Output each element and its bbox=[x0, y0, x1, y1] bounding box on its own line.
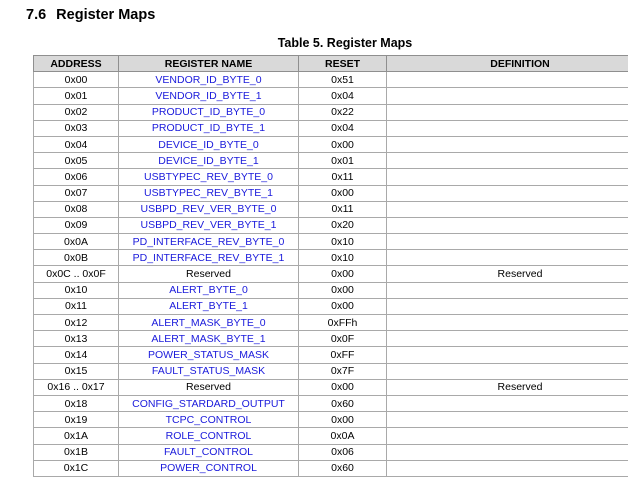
table-header-row bbox=[34, 56, 628, 72]
table-body bbox=[34, 72, 628, 477]
table-row bbox=[34, 347, 628, 363]
register-name-link[interactable]: ALERT_BYTE_1 bbox=[119, 298, 299, 314]
register-map-table-container bbox=[33, 55, 628, 477]
definition-cell bbox=[387, 412, 628, 428]
register-name-link[interactable]: POWER_STATUS_MASK bbox=[119, 347, 299, 363]
register-name-link[interactable]: ROLE_CONTROL bbox=[119, 428, 299, 444]
register-name-link[interactable]: USBPD_REV_VER_BYTE_1 bbox=[119, 217, 299, 233]
address-cell: 0x01 bbox=[34, 88, 119, 104]
reset-value-cell: 0x20 bbox=[299, 217, 387, 233]
table-row bbox=[34, 460, 628, 476]
reset-value-cell: 0xFFh bbox=[299, 315, 387, 331]
table-row bbox=[34, 444, 628, 460]
table-row bbox=[34, 234, 628, 250]
table-row bbox=[34, 412, 628, 428]
table-caption: Table 5. Register Maps bbox=[277, 36, 413, 50]
address-cell: 0x08 bbox=[34, 201, 119, 217]
reset-value-cell: 0x04 bbox=[299, 88, 387, 104]
reset-value-cell: 0x06 bbox=[299, 444, 387, 460]
address-cell: 0x15 bbox=[34, 363, 119, 379]
reset-value-cell: 0x10 bbox=[299, 250, 387, 266]
reset-value-cell: 0x10 bbox=[299, 234, 387, 250]
reset-value-cell: 0x0F bbox=[299, 331, 387, 347]
register-name-link[interactable]: USBPD_REV_VER_BYTE_0 bbox=[119, 201, 299, 217]
reset-value-cell: 0x51 bbox=[299, 72, 387, 88]
register-name-link[interactable]: FAULT_CONTROL bbox=[119, 444, 299, 460]
definition-cell: Reserved bbox=[387, 379, 628, 395]
table-row bbox=[34, 169, 628, 185]
register-name-link[interactable]: USBTYPEC_REV_BYTE_1 bbox=[119, 185, 299, 201]
column-header-register-name: REGISTER NAME bbox=[119, 56, 299, 72]
address-cell: 0x00 bbox=[34, 72, 119, 88]
register-name-link[interactable]: PRODUCT_ID_BYTE_1 bbox=[119, 120, 299, 136]
reset-value-cell: 0x00 bbox=[299, 298, 387, 314]
address-cell: 0x1A bbox=[34, 428, 119, 444]
reset-value-cell: 0x0A bbox=[299, 428, 387, 444]
address-cell: 0x14 bbox=[34, 347, 119, 363]
definition-cell bbox=[387, 347, 628, 363]
definition-cell bbox=[387, 298, 628, 314]
address-cell: 0x02 bbox=[34, 104, 119, 120]
definition-cell bbox=[387, 88, 628, 104]
column-header-definition: DEFINITION bbox=[387, 56, 628, 72]
address-cell: 0x13 bbox=[34, 331, 119, 347]
table-row bbox=[34, 331, 628, 347]
table-row bbox=[34, 298, 628, 314]
register-name-link[interactable]: PD_INTERFACE_REV_BYTE_1 bbox=[119, 250, 299, 266]
register-name-link[interactable]: ALERT_MASK_BYTE_0 bbox=[119, 315, 299, 331]
column-header-address: ADDRESS bbox=[34, 56, 119, 72]
table-row bbox=[34, 379, 628, 395]
address-cell: 0x1C bbox=[34, 460, 119, 476]
register-name-link[interactable]: DEVICE_ID_BYTE_0 bbox=[119, 136, 299, 152]
register-name-link[interactable]: DEVICE_ID_BYTE_1 bbox=[119, 153, 299, 169]
address-cell: 0x12 bbox=[34, 315, 119, 331]
register-name-link[interactable]: ALERT_BYTE_0 bbox=[119, 282, 299, 298]
table-row bbox=[34, 136, 628, 152]
reset-value-cell: 0x11 bbox=[299, 169, 387, 185]
section-number: 7.6 bbox=[26, 7, 47, 23]
definition-cell bbox=[387, 363, 628, 379]
reset-value-cell: 0xFF bbox=[299, 347, 387, 363]
register-name-link[interactable]: USBTYPEC_REV_BYTE_0 bbox=[119, 169, 299, 185]
address-cell: 0x03 bbox=[34, 120, 119, 136]
reset-value-cell: 0x04 bbox=[299, 120, 387, 136]
address-cell: 0x09 bbox=[34, 217, 119, 233]
address-cell: 0x06 bbox=[34, 169, 119, 185]
definition-cell bbox=[387, 104, 628, 120]
definition-cell bbox=[387, 460, 628, 476]
table-row bbox=[34, 282, 628, 298]
reset-value-cell: 0x01 bbox=[299, 153, 387, 169]
definition-cell bbox=[387, 72, 628, 88]
reset-value-cell: 0x00 bbox=[299, 412, 387, 428]
address-cell: 0x19 bbox=[34, 412, 119, 428]
register-name-link[interactable]: ALERT_MASK_BYTE_1 bbox=[119, 331, 299, 347]
table-row bbox=[34, 153, 628, 169]
table-row bbox=[34, 315, 628, 331]
definition-cell bbox=[387, 331, 628, 347]
address-cell: 0x18 bbox=[34, 395, 119, 411]
table-row bbox=[34, 250, 628, 266]
definition-cell bbox=[387, 185, 628, 201]
reset-value-cell: 0x00 bbox=[299, 282, 387, 298]
table-header bbox=[34, 56, 628, 72]
address-cell: 0x1B bbox=[34, 444, 119, 460]
reset-value-cell: 0x7F bbox=[299, 363, 387, 379]
register-name-cell: Reserved bbox=[119, 379, 299, 395]
definition-cell bbox=[387, 282, 628, 298]
table-row bbox=[34, 217, 628, 233]
register-name-link[interactable]: PRODUCT_ID_BYTE_0 bbox=[119, 104, 299, 120]
address-cell: 0x07 bbox=[34, 185, 119, 201]
reset-value-cell: 0x00 bbox=[299, 379, 387, 395]
table-row bbox=[34, 120, 628, 136]
reset-value-cell: 0x00 bbox=[299, 185, 387, 201]
definition-cell bbox=[387, 201, 628, 217]
table-row bbox=[34, 266, 628, 282]
definition-cell bbox=[387, 120, 628, 136]
address-cell: 0x04 bbox=[34, 136, 119, 152]
register-name-link[interactable]: CONFIG_STARDARD_OUTPUT bbox=[119, 395, 299, 411]
definition-cell bbox=[387, 250, 628, 266]
reset-value-cell: 0x00 bbox=[299, 136, 387, 152]
definition-cell bbox=[387, 136, 628, 152]
register-name-cell: Reserved bbox=[119, 266, 299, 282]
register-map-table bbox=[33, 55, 628, 477]
register-name-link[interactable]: POWER_CONTROL bbox=[119, 460, 299, 476]
table-row bbox=[34, 72, 628, 88]
register-name-link[interactable]: TCPC_CONTROL bbox=[119, 412, 299, 428]
reset-value-cell: 0x60 bbox=[299, 395, 387, 411]
register-name-link[interactable]: PD_INTERFACE_REV_BYTE_0 bbox=[119, 234, 299, 250]
definition-cell bbox=[387, 444, 628, 460]
column-header-reset: RESET bbox=[299, 56, 387, 72]
address-cell: 0x11 bbox=[34, 298, 119, 314]
definition-cell bbox=[387, 234, 628, 250]
register-name-link[interactable]: VENDOR_ID_BYTE_0 bbox=[119, 72, 299, 88]
address-cell: 0x16 .. 0x17 bbox=[34, 379, 119, 395]
table-row bbox=[34, 428, 628, 444]
register-name-link[interactable]: VENDOR_ID_BYTE_1 bbox=[119, 88, 299, 104]
reset-value-cell: 0x00 bbox=[299, 266, 387, 282]
address-cell: 0x05 bbox=[34, 153, 119, 169]
table-row bbox=[34, 395, 628, 411]
definition-cell bbox=[387, 395, 628, 411]
definition-cell bbox=[387, 428, 628, 444]
definition-cell bbox=[387, 169, 628, 185]
definition-cell bbox=[387, 315, 628, 331]
definition-cell bbox=[387, 217, 628, 233]
table-row bbox=[34, 88, 628, 104]
register-name-link[interactable]: FAULT_STATUS_MASK bbox=[119, 363, 299, 379]
section-title: Register Maps bbox=[56, 7, 156, 23]
section-heading bbox=[26, 7, 155, 23]
address-cell: 0x0C .. 0x0F bbox=[34, 266, 119, 282]
definition-cell: Reserved bbox=[387, 266, 628, 282]
address-cell: 0x0B bbox=[34, 250, 119, 266]
definition-cell bbox=[387, 153, 628, 169]
table-row bbox=[34, 363, 628, 379]
address-cell: 0x10 bbox=[34, 282, 119, 298]
table-row bbox=[34, 201, 628, 217]
reset-value-cell: 0x60 bbox=[299, 460, 387, 476]
table-row bbox=[34, 104, 628, 120]
reset-value-cell: 0x22 bbox=[299, 104, 387, 120]
table-row bbox=[34, 185, 628, 201]
address-cell: 0x0A bbox=[34, 234, 119, 250]
reset-value-cell: 0x11 bbox=[299, 201, 387, 217]
